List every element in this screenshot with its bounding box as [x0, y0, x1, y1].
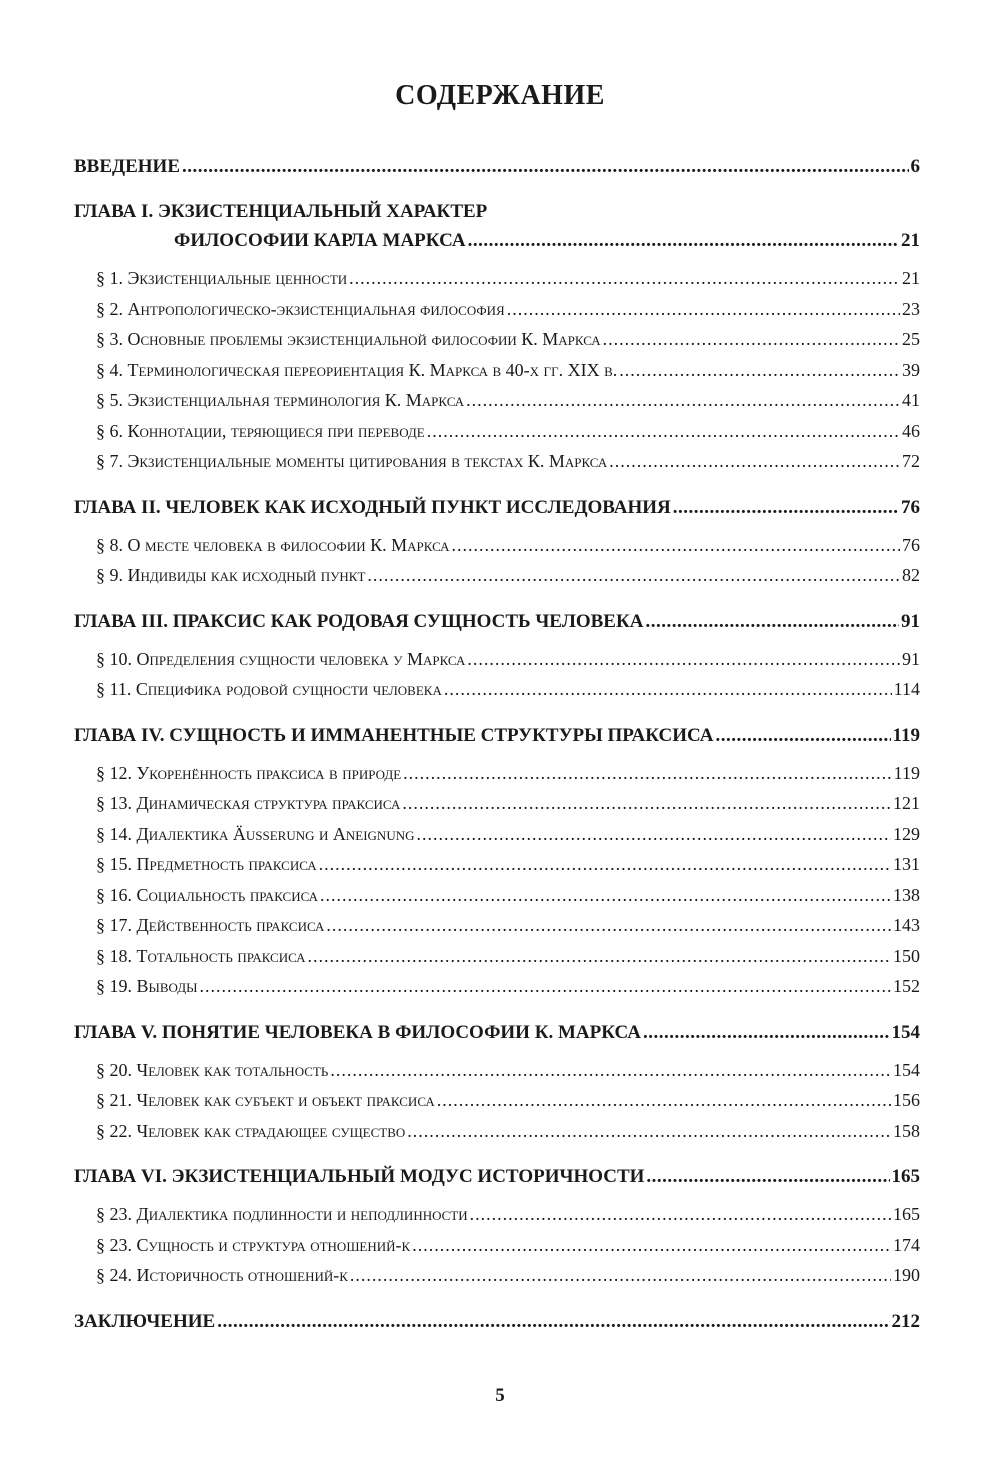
section-page: 119 — [893, 762, 920, 783]
section-label: § 7. Экзистенциальные моменты цитирования в текстах К. Маркса — [96, 451, 608, 471]
toc-section — [74, 416, 920, 447]
section-label: § 12. Укоренённость праксиса в природе — [96, 762, 402, 783]
toc-page: 6 — [910, 156, 920, 177]
toc-label: ГЛАВА IV. СУЩНОСТЬ И ИММАНЕНТНЫЕ СТРУКТУРЫ ПРАКСИСА — [74, 724, 714, 746]
section-page: 158 — [893, 1120, 920, 1141]
section-page: 138 — [893, 884, 920, 905]
section-label: § 20. Человек как тотальность — [96, 1059, 329, 1080]
toc-entry-chapter-2 — [74, 493, 920, 522]
section-label: § 13. Динамическая структура праксиса — [96, 793, 401, 813]
dot-leader — [416, 819, 891, 850]
toc-section — [74, 880, 920, 911]
dot-leader — [603, 324, 900, 355]
dot-leader — [507, 294, 900, 325]
section-page: 25 — [902, 329, 920, 349]
section-label: § 23. Сущность и структура отношений-к — [96, 1234, 411, 1255]
section-label: § 6. Коннотации, теряющиеся при переводе — [96, 420, 425, 441]
section-label: § 24. Историчность отношений-к — [96, 1265, 348, 1285]
dot-leader — [645, 607, 899, 636]
toc-chapter-1-heading: ГЛАВА I. ЭКЗИСТЕНЦИАЛЬНЫЙ ХАРАКТЕР — [74, 201, 488, 222]
section-page: 154 — [893, 1059, 920, 1080]
section-page: 129 — [893, 823, 920, 844]
section-label: § 22. Человек как страдающее существо — [96, 1120, 406, 1141]
dot-leader — [437, 1085, 891, 1116]
section-page: 46 — [902, 420, 920, 441]
toc-section — [74, 1055, 920, 1086]
toc-section — [74, 971, 920, 1002]
dot-leader — [412, 1230, 891, 1261]
toc-section — [74, 324, 920, 355]
chapter-2-sections — [74, 530, 920, 591]
section-page: 156 — [893, 1090, 920, 1110]
toc-label: ВВЕДЕНИЕ — [74, 156, 180, 177]
dot-leader — [330, 1055, 891, 1086]
dot-leader — [466, 385, 900, 416]
toc-section — [74, 446, 920, 477]
section-page: 131 — [893, 854, 920, 874]
toc-page: 91 — [901, 610, 920, 632]
section-label: § 10. Определения сущности человека у Маркса — [96, 648, 466, 669]
section-page: 76 — [902, 534, 920, 555]
toc-section — [74, 385, 920, 416]
dot-leader — [470, 1199, 891, 1230]
section-label: § 21. Человек как субъект и объект праксиса — [96, 1090, 435, 1110]
toc-section — [74, 294, 920, 325]
dot-leader — [326, 910, 891, 941]
section-page: 165 — [893, 1204, 920, 1224]
section-label: § 9. Индивиды как исходный пункт — [96, 565, 366, 585]
page-number: 5 — [495, 1385, 505, 1406]
section-label: § 15. Предметность праксиса — [96, 854, 317, 874]
toc-section — [74, 1116, 920, 1147]
chapter-3-sections — [74, 644, 920, 705]
toc-entry-conclusion — [74, 1307, 920, 1336]
section-label: § 14. Диалектика Äußerung и Aneignung — [96, 823, 415, 844]
section-page: 41 — [902, 390, 920, 410]
table-of-contents — [74, 152, 920, 1336]
dot-leader — [452, 530, 901, 561]
dot-leader — [467, 644, 900, 675]
toc-section — [74, 1260, 920, 1291]
section-page: 150 — [893, 945, 920, 966]
section-page: 21 — [902, 268, 920, 288]
dot-leader — [646, 1162, 889, 1191]
dot-leader — [609, 446, 900, 477]
toc-page: 76 — [901, 496, 920, 518]
toc-section — [74, 941, 920, 972]
section-label: § 11. Специфика родовой сущности человека — [96, 679, 442, 699]
section-label: § 4. Терминологическая переориентация К. Маркса в 40-х гг. XIX в. — [96, 359, 618, 380]
section-page: 23 — [902, 298, 920, 319]
toc-section — [74, 849, 920, 880]
dot-leader — [308, 941, 891, 972]
section-page: 143 — [893, 915, 920, 935]
toc-label: ГЛАВА II. ЧЕЛОВЕК КАК ИСХОДНЫЙ ПУНКТ ИССЛЕДОВАНИЯ — [74, 496, 671, 518]
dot-leader — [349, 263, 900, 294]
section-label: § 5. Экзистенциальная терминология К. Маркса — [96, 390, 465, 410]
section-label: § 3. Основные проблемы экзистенциальной философии К. Маркса — [96, 329, 601, 349]
dot-leader — [320, 880, 891, 911]
chapter-5-sections — [74, 1055, 920, 1147]
toc-page: 119 — [892, 724, 920, 746]
dot-leader — [407, 1116, 891, 1147]
toc-label: ГЛАВА VI. ЭКЗИСТЕНЦИАЛЬНЫЙ МОДУС ИСТОРИЧНОСТИ — [74, 1166, 645, 1187]
toc-entry-chapter-3 — [74, 607, 920, 636]
section-page: 174 — [893, 1234, 920, 1255]
dot-leader — [182, 152, 909, 181]
dot-leader — [716, 721, 891, 750]
section-page: 190 — [893, 1265, 920, 1285]
toc-section — [74, 819, 920, 850]
toc-entry-chapter-1 — [74, 226, 920, 255]
toc-section — [74, 530, 920, 561]
dot-leader — [402, 788, 891, 819]
toc-section — [74, 1199, 920, 1230]
section-label: § 8. О месте человека в философии К. Маркса — [96, 534, 450, 555]
dot-leader — [619, 355, 900, 386]
toc-label: ЗАКЛЮЧЕНИЕ — [74, 1310, 216, 1332]
toc-section — [74, 355, 920, 386]
dot-leader — [444, 674, 892, 705]
toc-entry-chapter-6 — [74, 1162, 920, 1191]
chapter-6-sections — [74, 1199, 920, 1291]
dot-leader — [367, 560, 900, 591]
toc-section — [74, 263, 920, 294]
dot-leader — [217, 1307, 889, 1336]
section-page: 39 — [902, 359, 920, 380]
chapter-1-sections — [74, 263, 920, 477]
dot-leader — [643, 1018, 889, 1047]
toc-page: 154 — [891, 1021, 920, 1043]
dot-leader — [468, 226, 899, 255]
dot-leader — [673, 493, 899, 522]
section-label: § 17. Действенность праксиса — [96, 915, 325, 935]
toc-section — [74, 644, 920, 675]
section-label: § 2. Антропологическо-экзистенциальная философия — [96, 298, 505, 319]
toc-entry-chapter-5 — [74, 1018, 920, 1047]
toc-section — [74, 674, 920, 705]
section-page: 121 — [893, 793, 920, 813]
toc-label: ГЛАВА V. ПОНЯТИЕ ЧЕЛОВЕКА В ФИЛОСОФИИ К. МАРКСА — [74, 1021, 642, 1043]
section-page: 72 — [902, 451, 920, 471]
section-label: § 16. Социальность праксиса — [96, 884, 319, 905]
toc-page: 212 — [891, 1310, 920, 1332]
dot-leader — [403, 758, 892, 789]
dot-leader — [319, 849, 891, 880]
toc-section — [74, 910, 920, 941]
toc-section — [74, 560, 920, 591]
section-label: § 23. Диалектика подлинности и неподлинности — [96, 1204, 468, 1224]
toc-label: ГЛАВА III. ПРАКСИС КАК РОДОВАЯ СУЩНОСТЬ ЧЕЛОВЕКА — [74, 610, 644, 632]
chapter-4-sections — [74, 758, 920, 1002]
toc-section — [74, 788, 920, 819]
toc-page: 165 — [891, 1166, 920, 1187]
section-page: 152 — [893, 976, 920, 996]
toc-entry-introduction — [74, 152, 920, 181]
page-title: СОДЕРЖАНИЕ — [395, 80, 605, 111]
section-page: 82 — [902, 565, 920, 585]
section-label: § 1. Экзистенциальные ценности — [96, 268, 348, 288]
toc-section — [74, 758, 920, 789]
dot-leader — [199, 971, 891, 1002]
section-page: 91 — [902, 648, 920, 669]
section-label: § 18. Тотальность праксиса — [96, 945, 306, 966]
toc-entry-chapter-4 — [74, 721, 920, 750]
section-label: § 19. Выводы — [96, 976, 198, 996]
dot-leader — [350, 1260, 891, 1291]
toc-section — [74, 1085, 920, 1116]
toc-section — [74, 1230, 920, 1261]
section-page: 114 — [893, 679, 920, 699]
toc-label: ФИЛОСОФИИ КАРЛА МАРКСА — [174, 230, 466, 251]
toc-page: 21 — [901, 230, 920, 251]
dot-leader — [427, 416, 900, 447]
